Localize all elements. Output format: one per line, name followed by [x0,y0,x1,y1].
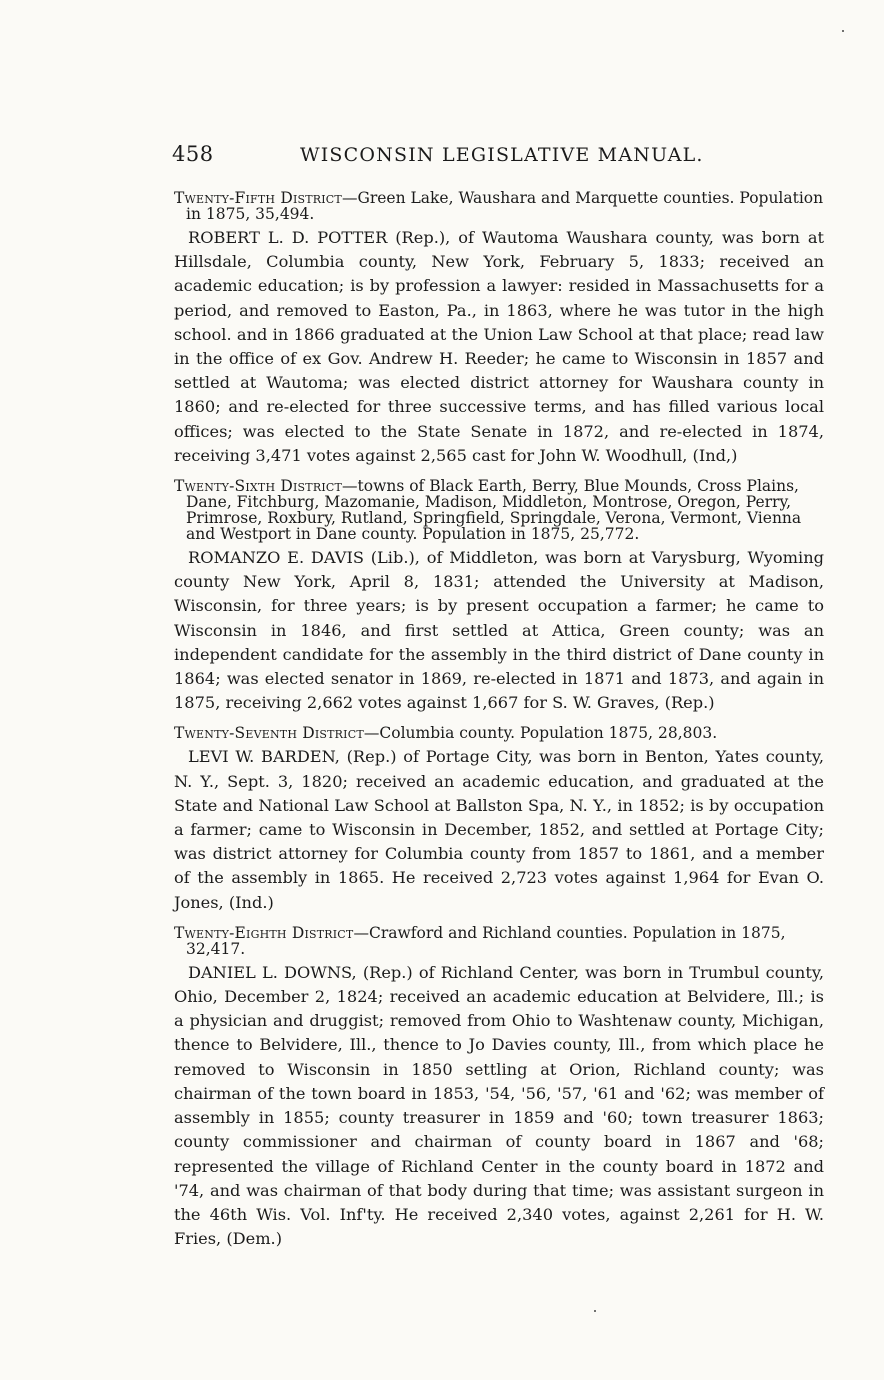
district-description: —Columbia county. Population 1875, 28,803. [363,724,718,743]
district-name: Twenty-Seventh District [174,724,364,743]
senator-biography: ROMANZO E. DAVIS (Lib.), of Middleton, was born at Varysburg, Wyoming county New York, April 8, 1831; attended the University at Madison, Wisconsin, for three years; is by present occupation a farmer; he came to Wisconsin in 1846, and first settled at Attica, Green county; was an independent candidate for the assembly in the third district of Dane county in 1864; was elected senator in 1869, re-elected in 1871 and 1873, and again in 1875, receiving 2,662 votes against 1,667 for S. W. Graves, (Rep.) [174,548,824,713]
page-number: 458 [172,142,214,166]
district-description: —towns of Black Earth, Berry, Blue Mounds, Cross Plains, Dane, Fitchburg, Mazomanie, Madison, Middleton, Montrose, Oregon, Perry, Primrose, Roxbury, Rutland, Springfield, Springdale, Verona, Vermont, Vienna and Westport in Dane county. Population in 1875, 25,772. [186,477,802,544]
running-header [172,142,822,170]
scan-speck [842,30,844,32]
senator-biography: DANIEL L. DOWNS, (Rep.) of Richland Center, was born in Trumbul county, Ohio, December 2, 1824; received an academic education at Belvidere, Ill.; is a physician and druggist; removed from Ohio to Washtenaw county, Michigan, thence to Belvidere, Ill., thence to Jo Davies county, Ill., from which place he removed to Wisconsin in 1850 settling at Orion, Richland county; was chairman of the town board in 1853, '54, '56, '57, '61 and '62; was member of assembly in 1855; county treasurer in 1859 and '60; town treasurer 1863; county commissioner and chairman of county board in 1867 and '68; represented the village of Richland Center in the county board in 1872 and '74, and was chairman of that body during that time; was assistant surgeon in the 46th Wis. Vol. Inf'ty. He received 2,340 votes, against 2,261 for H. W. Fries, (Dem.) [174,962,824,1249]
district-heading [174,725,824,741]
district-name: Twenty-Eighth District [174,923,354,942]
district-heading [174,925,824,957]
senator-biography: ROBERT L. D. POTTER (Rep.), of Wautoma Waushara county, was born at Hillsdale, Columbia county, New York, February 5, 1833; received an academic education; is by profession a lawyer: resided in Massachusetts for a period, and removed to Easton, Pa., in 1863, where he was tutor in the high school. and in 1866 graduated at the Union Law School at that place; read law in the office of ex Gov. Andrew H. Reeder; he came to Wisconsin in 1857 and settled at Wautoma; was elected district attorney for Waushara county in 1860; and re-elected for three successive terms, and has filled various local offices; was elected to the State Senate in 1872, and re-elected in 1874, receiving 3,471 votes against 2,565 cast for John W. Woodhull, (Ind,) [174,228,824,465]
page-body [174,190,824,1261]
district-heading [174,190,824,222]
district-name: Twenty-Fifth District [174,189,342,207]
district-heading [174,478,824,542]
scan-speck [594,1310,596,1312]
senator-biography: LEVI W. BARDEN, (Rep.) of Portage City, was born in Benton, Yates county, N. Y., Sept. 3, 1820; received an academic education, and graduated at the State and National Law School at Ballston Spa, N. Y., in 1852; is by occupation a farmer; came to Wisconsin in December, 1852, and settled at Portage City; was district attorney for Columbia county from 1857 to 1861, and a member of the assembly in 1865. He received 2,723 votes against 1,964 for Evan O. Jones, (Ind.) [174,747,824,912]
district-description: —Crawford and Richland counties. Population in 1875, 32,417. [186,923,786,958]
district-description: —Green Lake, Waushara and Marquette counties. Population in 1875, 35,494. [186,189,824,223]
running-title: WISCONSIN LEGISLATIVE MANUAL. [300,144,704,166]
district-name: Twenty-Sixth District [174,477,343,496]
